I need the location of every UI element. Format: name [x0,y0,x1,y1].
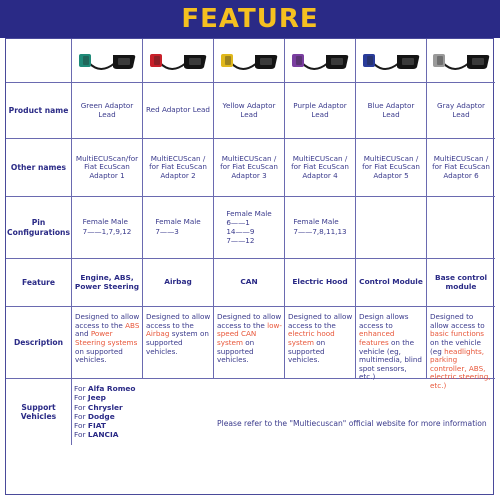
highlighted-text: enhanced features [359,329,395,347]
other-names-text: MultiECUScan / for Fiat EcuScan Adaptor 3 [220,153,278,180]
plain-text: and [75,329,91,339]
vehicle-brand: Chrysler [87,402,123,412]
feature-cell [72,259,143,307]
feature-table [5,38,494,495]
other-names-cell [356,139,427,197]
row-label-feature [6,259,72,307]
highlighted-text: ABS [125,320,140,330]
yellow-adaptor-lead-image [217,45,281,77]
row-label-text: Pin Configurations [7,218,70,237]
other-names-cell [285,139,356,197]
adaptor-image-cell [143,39,214,83]
footer-note: Please refer to the "Multiecuscan" official website for more information [217,419,487,428]
description-text [359,313,424,382]
highlighted-text: Power Steering systems [75,329,138,347]
pin-line: Female Male [293,217,339,227]
row-label-text: Other names [10,162,67,172]
other-names-text: MultiECUScan/for Fiat EcuScan Adaptor 1 [75,153,139,180]
other-names-text: MultiECUScan / for Fiat EcuScan Adaptor 2 [149,153,207,180]
row-label-support-vehicles [6,379,72,445]
description-text [217,313,282,365]
description-text [75,313,140,365]
description-cell [356,307,427,382]
corner-cell [6,39,72,83]
vehicle-item [74,430,136,439]
feature-cell [214,259,285,307]
other-names-cell [214,139,285,197]
plain-text: Designed to allow access to the [288,312,353,330]
adaptor-image-cell [285,39,356,83]
pin-line: 7——1,7,9,12 [82,227,132,236]
vehicle-item [74,412,136,421]
highlighted-text: electric hood system [288,329,335,347]
pin-configuration-cell [143,197,214,259]
row-label-description [6,307,72,379]
vehicle-brand: FIAT [87,421,106,430]
product-name-cell [285,83,356,139]
plain-text: system on supported vehicles. [146,329,209,356]
feature-banner [0,0,500,38]
highlighted-text: basic functions [430,329,485,339]
purple-adaptor-lead-image [288,45,352,77]
description-cell [72,307,143,379]
pin-configuration-cell [214,197,285,259]
pin-lines [293,218,346,236]
description-cell [214,307,285,379]
pin-configuration-cell [285,197,356,259]
green-adaptor-lead-image [75,45,139,77]
other-names-cell [143,139,214,197]
other-names-text: MultiECUScan / for Fiat EcuScan Adaptor 6 [432,153,490,180]
row-label-pin-configurations [6,197,72,259]
pin-lines [155,218,200,236]
vehicle-brand: Dodge [87,411,115,421]
pin-lines [226,210,271,246]
product-name-text: Blue Adaptor Lead [367,100,415,119]
feature-cell [356,259,427,307]
plain-text: Design allows access to [359,312,409,330]
gray-adaptor-lead-image [429,45,493,77]
vehicle-prefix: For [74,430,88,440]
other-names-text: MultiECUScan / for Fiat EcuScan Adaptor 4 [291,153,349,180]
pin-configuration-cell [72,197,143,259]
other-names-text: MultiECUScan / for Fiat EcuScan Adaptor 5 [362,153,420,180]
feature-text: Engine, ABS, Power Steering [74,272,140,291]
highlighted-text: headlights, parking controller, ABS, electric steering, etc.) [430,346,491,391]
plain-text: on supported vehicles. [288,337,326,365]
pin-line: Female Male [226,208,272,218]
vehicle-prefix: For [74,411,88,421]
description-text [288,313,353,365]
feature-text: Base control module [434,272,488,291]
product-name-text: Purple Adaptor Lead [293,100,347,119]
pin-configuration-cell [356,197,427,259]
feature-text: Control Module [359,277,423,287]
plain-text: on supported vehicles. [217,337,255,365]
pin-line: 14——9 [226,227,255,236]
adaptor-image-cell [427,39,495,83]
product-name-cell [72,83,143,139]
plain-text: Designed to allow access to the [146,312,211,330]
description-cell [285,307,356,379]
vehicle-prefix: For [74,421,88,430]
pin-line: 7——12 [226,235,255,245]
adaptor-image-cell [214,39,285,83]
other-names-cell [427,139,495,197]
feature-cell [143,259,214,307]
support-vehicles-list [74,384,136,440]
product-name-cell [427,83,495,139]
product-name-text: Yellow Adaptor Lead [222,100,276,119]
product-name-cell [143,83,214,139]
product-name-text: Gray Adaptor Lead [437,100,485,119]
pin-lines [83,218,132,236]
vehicle-prefix: For [74,402,88,412]
banner-title: FEATURE [181,4,319,34]
feature-cell [427,259,495,307]
pin-line: Female Male [155,217,201,227]
plain-text: Designed to allow access to the [75,312,140,330]
row-label-text: Feature [21,277,56,287]
row-label-other-names [6,139,72,197]
pin-configuration-cell [427,197,495,259]
feature-text: Electric Hood [292,277,348,287]
description-cell [143,307,214,379]
support-vehicles-cell [72,379,495,445]
plain-text: Designed to allow access to the [217,312,282,330]
plain-text: on the vehicle (eg, multimedia, blind spot sensors, etc.) [359,337,422,382]
vehicle-prefix: For [74,384,88,393]
product-name-cell [214,83,285,139]
vehicle-brand: LANCIA [87,430,119,440]
adaptor-image-cell [72,39,143,83]
row-label-product-name [6,83,72,139]
vehicle-item [74,403,136,412]
product-name-cell [356,83,427,139]
plain-text: Designed to allow access to [430,312,485,330]
vehicle-item [74,384,136,393]
pin-line: 7——7,8,11,13 [293,227,347,236]
product-name-text: Red Adaptor Lead [146,105,210,115]
product-name-text: Green Adaptor Lead [80,100,134,119]
description-cell [427,307,495,391]
vehicle-brand: Jeep [87,393,106,403]
other-names-cell [72,139,143,197]
row-label-text: Support Vehicles [20,402,57,421]
pin-line: 7——3 [155,227,179,236]
row-label-text: Product name [8,105,69,115]
pin-line: 6——1 [226,218,250,228]
highlighted-text: low-speed CAN system [217,320,282,347]
feature-text: CAN [240,277,258,287]
row-label-text: Description [13,337,64,347]
feature-cell [285,259,356,307]
blue-adaptor-lead-image [359,45,423,77]
red-adaptor-lead-image [146,45,210,77]
vehicle-item [74,421,136,430]
feature-text: Airbag [164,277,192,287]
vehicle-prefix: For [74,393,88,403]
pin-line: Female Male [82,217,128,227]
vehicle-brand: Alfa Romeo [87,384,136,393]
vehicle-item [74,393,136,402]
plain-text: on the vehicle (eg [430,337,481,356]
description-text [146,313,211,356]
adaptor-image-cell [356,39,427,83]
plain-text: on supported vehicles. [75,346,123,365]
highlighted-text: Airbag [146,329,170,339]
